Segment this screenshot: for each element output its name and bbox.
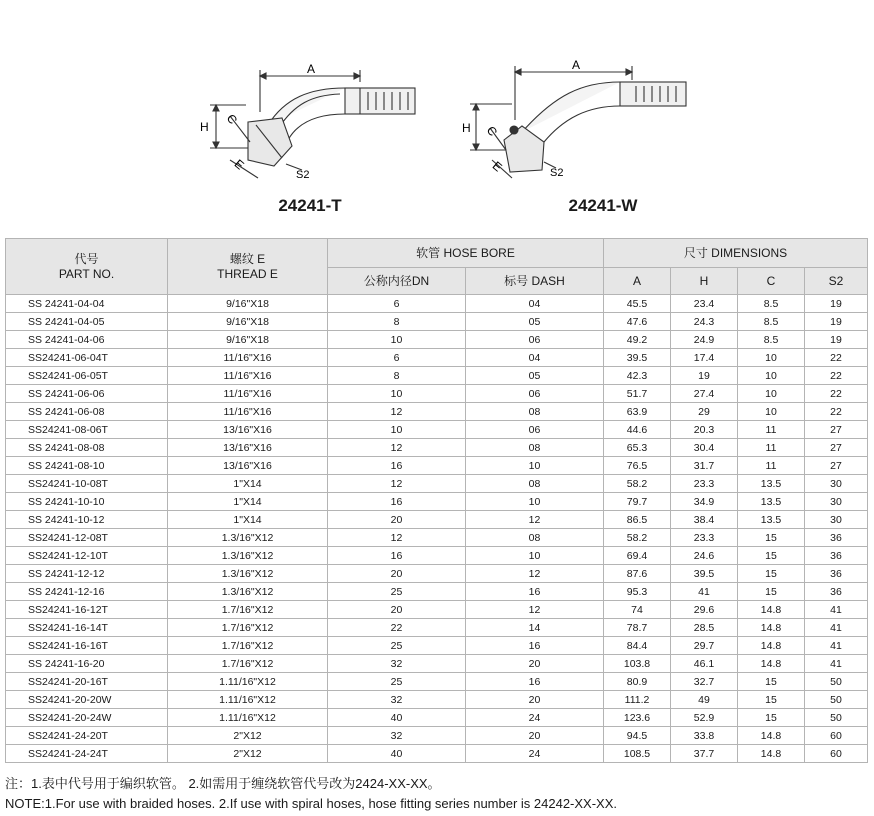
cell-dim-a: 80.9 <box>604 673 671 691</box>
cell-dim-c: 10 <box>738 385 805 403</box>
dim-label-h: H <box>462 121 471 135</box>
cell-dim-a: 111.2 <box>604 691 671 709</box>
cell-dim-c: 15 <box>738 709 805 727</box>
cell-part-no: SS24241-16-14T <box>6 619 168 637</box>
cell-dash: 06 <box>466 385 604 403</box>
cell-thread: 9/16"X18 <box>168 295 328 313</box>
cell-dim-h: 29.6 <box>671 601 738 619</box>
cell-thread: 1.3/16"X12 <box>168 565 328 583</box>
cell-dash: 20 <box>466 691 604 709</box>
cell-dim-h: 31.7 <box>671 457 738 475</box>
header-s2: S2 <box>805 268 868 295</box>
cell-dn: 8 <box>328 367 466 385</box>
cell-dim-h: 23.3 <box>671 529 738 547</box>
cell-dn: 16 <box>328 457 466 475</box>
cell-thread: 13/16"X16 <box>168 421 328 439</box>
cell-thread: 1"X14 <box>168 493 328 511</box>
cell-thread: 13/16"X16 <box>168 457 328 475</box>
cell-dim-s2: 30 <box>805 475 868 493</box>
cell-part-no: SS 24241-12-12 <box>6 565 168 583</box>
header-part-no-zh: 代号 <box>74 251 99 266</box>
cell-dn: 32 <box>328 655 466 673</box>
cell-dn: 16 <box>328 547 466 565</box>
cell-dim-c: 10 <box>738 349 805 367</box>
cell-dim-a: 63.9 <box>604 403 671 421</box>
cell-dim-c: 8.5 <box>738 331 805 349</box>
cell-dn: 12 <box>328 529 466 547</box>
table-row <box>6 565 868 583</box>
cell-part-no: SS24241-20-24W <box>6 709 168 727</box>
dim-label-e: E <box>489 158 505 175</box>
table-row <box>6 493 868 511</box>
table-row <box>6 691 868 709</box>
cell-dim-s2: 19 <box>805 313 868 331</box>
table-row <box>6 619 868 637</box>
table-row <box>6 637 868 655</box>
cell-dim-a: 39.5 <box>604 349 671 367</box>
cell-part-no: SS24241-12-10T <box>6 547 168 565</box>
figure-title-24241-t: 24241-T <box>278 196 342 215</box>
cell-dim-c: 15 <box>738 547 805 565</box>
table-row <box>6 529 868 547</box>
cell-dn: 40 <box>328 745 466 763</box>
cell-dash: 08 <box>466 529 604 547</box>
cell-thread: 1.11/16"X12 <box>168 691 328 709</box>
cell-dash: 14 <box>466 619 604 637</box>
cell-dash: 05 <box>466 313 604 331</box>
cell-dash: 16 <box>466 637 604 655</box>
cell-dim-h: 23.4 <box>671 295 738 313</box>
cell-dash: 06 <box>466 421 604 439</box>
cell-dim-c: 15 <box>738 673 805 691</box>
cell-dn: 25 <box>328 583 466 601</box>
cell-dim-h: 52.9 <box>671 709 738 727</box>
cell-part-no: SS24241-20-16T <box>6 673 168 691</box>
table-row <box>6 475 868 493</box>
cell-dim-h: 49 <box>671 691 738 709</box>
cell-dn: 12 <box>328 403 466 421</box>
notes <box>5 774 869 814</box>
cell-dim-a: 65.3 <box>604 439 671 457</box>
cell-dim-h: 41 <box>671 583 738 601</box>
cell-dim-s2: 50 <box>805 691 868 709</box>
header-dash: 标号 DASH <box>466 268 604 295</box>
cell-dim-a: 42.3 <box>604 367 671 385</box>
cell-dim-h: 29.7 <box>671 637 738 655</box>
fitting-24241-t-svg <box>190 0 450 190</box>
cell-dim-c: 13.5 <box>738 475 805 493</box>
cell-part-no: SS24241-06-05T <box>6 367 168 385</box>
cell-dn: 6 <box>328 349 466 367</box>
cell-dim-c: 14.8 <box>738 745 805 763</box>
cell-dim-s2: 19 <box>805 331 868 349</box>
table-row <box>6 421 868 439</box>
cell-dim-s2: 30 <box>805 511 868 529</box>
cell-dim-a: 45.5 <box>604 295 671 313</box>
cell-dim-s2: 60 <box>805 745 868 763</box>
cell-dash: 12 <box>466 601 604 619</box>
cell-dim-s2: 41 <box>805 637 868 655</box>
dim-label-e: E <box>231 156 247 173</box>
cell-dim-a: 58.2 <box>604 529 671 547</box>
cell-dash: 08 <box>466 403 604 421</box>
cell-dim-h: 30.4 <box>671 439 738 457</box>
cell-dn: 32 <box>328 727 466 745</box>
header-a: A <box>604 268 671 295</box>
cell-dim-a: 44.6 <box>604 421 671 439</box>
cell-dim-a: 78.7 <box>604 619 671 637</box>
cell-dn: 32 <box>328 691 466 709</box>
cell-part-no: SS24241-16-12T <box>6 601 168 619</box>
cell-part-no: SS 24241-04-04 <box>6 295 168 313</box>
cell-dim-a: 123.6 <box>604 709 671 727</box>
cell-dim-h: 17.4 <box>671 349 738 367</box>
header-thread-en: THREAD E <box>217 266 278 281</box>
dim-label-s2: S2 <box>550 167 564 179</box>
cell-part-no: SS24241-16-16T <box>6 637 168 655</box>
cell-dn: 25 <box>328 673 466 691</box>
cell-dim-a: 69.4 <box>604 547 671 565</box>
cell-dn: 12 <box>328 475 466 493</box>
cell-part-no: SS24241-24-20T <box>6 727 168 745</box>
table-row <box>6 385 868 403</box>
cell-thread: 1"X14 <box>168 475 328 493</box>
table-row <box>6 727 868 745</box>
cell-dn: 22 <box>328 619 466 637</box>
cell-thread: 11/16"X16 <box>168 367 328 385</box>
cell-dash: 12 <box>466 565 604 583</box>
cell-thread: 1.3/16"X12 <box>168 583 328 601</box>
table-row <box>6 367 868 385</box>
cell-dim-s2: 27 <box>805 457 868 475</box>
cell-dim-s2: 50 <box>805 709 868 727</box>
cell-part-no: SS 24241-10-10 <box>6 493 168 511</box>
cell-dim-c: 14.8 <box>738 655 805 673</box>
cell-dim-a: 103.8 <box>604 655 671 673</box>
cell-part-no: SS24241-12-08T <box>6 529 168 547</box>
cell-dn: 6 <box>328 295 466 313</box>
cell-dim-s2: 19 <box>805 295 868 313</box>
cell-dim-h: 46.1 <box>671 655 738 673</box>
cell-thread: 13/16"X16 <box>168 439 328 457</box>
cell-dim-a: 84.4 <box>604 637 671 655</box>
cell-thread: 9/16"X18 <box>168 331 328 349</box>
cell-dn: 12 <box>328 439 466 457</box>
dim-label-a: A <box>572 58 581 72</box>
cell-dash: 16 <box>466 583 604 601</box>
cell-dim-c: 11 <box>738 421 805 439</box>
cell-dim-s2: 41 <box>805 655 868 673</box>
cell-dim-a: 108.5 <box>604 745 671 763</box>
cell-thread: 1"X14 <box>168 511 328 529</box>
cell-part-no: SS24241-20-20W <box>6 691 168 709</box>
cell-dim-h: 37.7 <box>671 745 738 763</box>
cell-thread: 1.11/16"X12 <box>168 673 328 691</box>
cell-part-no: SS24241-24-24T <box>6 745 168 763</box>
table-row <box>6 673 868 691</box>
cell-dim-a: 58.2 <box>604 475 671 493</box>
cell-dash: 16 <box>466 673 604 691</box>
cell-dash: 10 <box>466 457 604 475</box>
header-h: H <box>671 268 738 295</box>
cell-dn: 10 <box>328 385 466 403</box>
table-row <box>6 547 868 565</box>
cell-thread: 1.7/16"X12 <box>168 637 328 655</box>
cell-dim-c: 13.5 <box>738 511 805 529</box>
cell-dim-s2: 22 <box>805 367 868 385</box>
header-dimensions: 尺寸 DIMENSIONS <box>604 239 868 268</box>
cell-dim-c: 8.5 <box>738 295 805 313</box>
cell-part-no: SS 24241-04-06 <box>6 331 168 349</box>
cell-dim-h: 24.9 <box>671 331 738 349</box>
cell-thread: 11/16"X16 <box>168 385 328 403</box>
cell-dim-s2: 22 <box>805 403 868 421</box>
cell-dim-c: 8.5 <box>738 313 805 331</box>
cell-dash: 12 <box>466 511 604 529</box>
table-row <box>6 601 868 619</box>
cell-thread: 11/16"X16 <box>168 349 328 367</box>
table-row <box>6 655 868 673</box>
cell-dim-s2: 36 <box>805 583 868 601</box>
cell-dim-a: 76.5 <box>604 457 671 475</box>
header-part-no-en: PART NO. <box>58 266 115 281</box>
cell-dim-a: 49.2 <box>604 331 671 349</box>
cell-dn: 20 <box>328 601 466 619</box>
cell-dn: 25 <box>328 637 466 655</box>
cell-dn: 20 <box>328 565 466 583</box>
cell-dash: 10 <box>466 547 604 565</box>
dim-label-h: H <box>200 120 209 134</box>
cell-dim-h: 20.3 <box>671 421 738 439</box>
cell-part-no: SS24241-08-06T <box>6 421 168 439</box>
cell-part-no: SS24241-06-04T <box>6 349 168 367</box>
table-row <box>6 457 868 475</box>
cell-dim-c: 15 <box>738 565 805 583</box>
cell-part-no: SS 24241-08-10 <box>6 457 168 475</box>
cell-dn: 10 <box>328 331 466 349</box>
cell-dim-s2: 41 <box>805 619 868 637</box>
fitting-24241-w-svg <box>460 0 720 190</box>
cell-dash: 20 <box>466 727 604 745</box>
cell-dim-a: 74 <box>604 601 671 619</box>
cell-dash: 24 <box>466 745 604 763</box>
cell-dim-a: 51.7 <box>604 385 671 403</box>
dim-label-c: C <box>483 123 501 139</box>
cell-dn: 10 <box>328 421 466 439</box>
cell-dim-c: 15 <box>738 583 805 601</box>
cell-dim-c: 14.8 <box>738 619 805 637</box>
cell-part-no: SS 24241-06-08 <box>6 403 168 421</box>
cell-part-no: SS 24241-04-05 <box>6 313 168 331</box>
cell-dim-c: 14.8 <box>738 637 805 655</box>
cell-dim-s2: 36 <box>805 529 868 547</box>
table-row <box>6 511 868 529</box>
cell-dim-a: 47.6 <box>604 313 671 331</box>
cell-part-no: SS 24241-16-20 <box>6 655 168 673</box>
header-dn: 公称内径DN <box>328 268 466 295</box>
cell-dash: 08 <box>466 439 604 457</box>
cell-thread: 1.7/16"X12 <box>168 655 328 673</box>
cell-dim-s2: 60 <box>805 727 868 745</box>
table-row <box>6 349 868 367</box>
cell-dn: 20 <box>328 511 466 529</box>
cell-dim-c: 15 <box>738 691 805 709</box>
table-row <box>6 745 868 763</box>
cell-dim-h: 34.9 <box>671 493 738 511</box>
dimensions-table <box>5 238 868 763</box>
cell-dim-h: 32.7 <box>671 673 738 691</box>
cell-dim-s2: 41 <box>805 601 868 619</box>
cell-part-no: SS 24241-06-06 <box>6 385 168 403</box>
cell-dim-a: 86.5 <box>604 511 671 529</box>
cell-dim-h: 27.4 <box>671 385 738 403</box>
cell-dim-s2: 36 <box>805 547 868 565</box>
cell-dim-s2: 30 <box>805 493 868 511</box>
header-thread-zh: 螺纹 E <box>229 251 266 266</box>
cell-thread: 2"X12 <box>168 745 328 763</box>
cell-dim-h: 29 <box>671 403 738 421</box>
cell-thread: 1.3/16"X12 <box>168 547 328 565</box>
cell-dn: 8 <box>328 313 466 331</box>
cell-dash: 04 <box>466 349 604 367</box>
cell-thread: 2"X12 <box>168 727 328 745</box>
cell-part-no: SS24241-10-08T <box>6 475 168 493</box>
cell-dim-c: 14.8 <box>738 601 805 619</box>
table-row <box>6 583 868 601</box>
cell-thread: 1.7/16"X12 <box>168 619 328 637</box>
cell-dim-h: 39.5 <box>671 565 738 583</box>
header-thread <box>168 239 328 295</box>
cell-dim-s2: 22 <box>805 385 868 403</box>
cell-dim-s2: 50 <box>805 673 868 691</box>
table-body <box>6 295 868 763</box>
cell-dim-s2: 27 <box>805 439 868 457</box>
cell-dim-h: 23.3 <box>671 475 738 493</box>
cell-dim-a: 87.6 <box>604 565 671 583</box>
cell-dim-h: 19 <box>671 367 738 385</box>
cell-dim-c: 13.5 <box>738 493 805 511</box>
dim-label-s2: S2 <box>296 169 310 181</box>
note-en: NOTE:1.For use with braided hoses. 2.If use with spiral hoses, hose fitting series number is 24242-XX-XX. <box>5 796 618 811</box>
cell-dn: 16 <box>328 493 466 511</box>
cell-dim-c: 14.8 <box>738 727 805 745</box>
cell-dash: 08 <box>466 475 604 493</box>
table-row <box>6 295 868 313</box>
cell-dash: 05 <box>466 367 604 385</box>
cell-dash: 04 <box>466 295 604 313</box>
cell-part-no: SS 24241-12-16 <box>6 583 168 601</box>
cell-dim-s2: 27 <box>805 421 868 439</box>
cell-dim-s2: 22 <box>805 349 868 367</box>
table-row <box>6 313 868 331</box>
cell-dash: 10 <box>466 493 604 511</box>
dim-label-a: A <box>307 62 316 76</box>
cell-dim-h: 24.3 <box>671 313 738 331</box>
cell-thread: 1.3/16"X12 <box>168 529 328 547</box>
table-row <box>6 331 868 349</box>
cell-dim-h: 33.8 <box>671 727 738 745</box>
cell-dn: 40 <box>328 709 466 727</box>
table-row <box>6 403 868 421</box>
cell-dim-s2: 36 <box>805 565 868 583</box>
cell-dim-c: 11 <box>738 457 805 475</box>
cell-dim-c: 15 <box>738 529 805 547</box>
header-hose-bore: 软管 HOSE BORE <box>328 239 604 268</box>
table-row <box>6 439 868 457</box>
header-c: C <box>738 268 805 295</box>
header-part-no <box>6 239 168 295</box>
cell-dim-a: 79.7 <box>604 493 671 511</box>
cell-part-no: SS 24241-08-08 <box>6 439 168 457</box>
cell-dim-a: 95.3 <box>604 583 671 601</box>
cell-part-no: SS 24241-10-12 <box>6 511 168 529</box>
cell-dash: 20 <box>466 655 604 673</box>
cell-thread: 1.11/16"X12 <box>168 709 328 727</box>
cell-dim-a: 94.5 <box>604 727 671 745</box>
figure-title-24241-w: 24241-W <box>568 196 638 215</box>
cell-thread: 11/16"X16 <box>168 403 328 421</box>
table-row <box>6 709 868 727</box>
cell-dash: 24 <box>466 709 604 727</box>
cell-dim-h: 24.6 <box>671 547 738 565</box>
cell-dim-h: 38.4 <box>671 511 738 529</box>
cell-dim-c: 10 <box>738 403 805 421</box>
cell-dash: 06 <box>466 331 604 349</box>
note-zh: 注：1.表中代号用于编织软管。 2.如需用于缠绕软管代号改为2424-XX-XX。 <box>5 776 441 791</box>
dim-label-c: C <box>223 111 241 127</box>
cell-dim-h: 28.5 <box>671 619 738 637</box>
cell-dim-c: 10 <box>738 367 805 385</box>
cell-thread: 9/16"X18 <box>168 313 328 331</box>
cell-thread: 1.7/16"X12 <box>168 601 328 619</box>
cell-dim-c: 11 <box>738 439 805 457</box>
